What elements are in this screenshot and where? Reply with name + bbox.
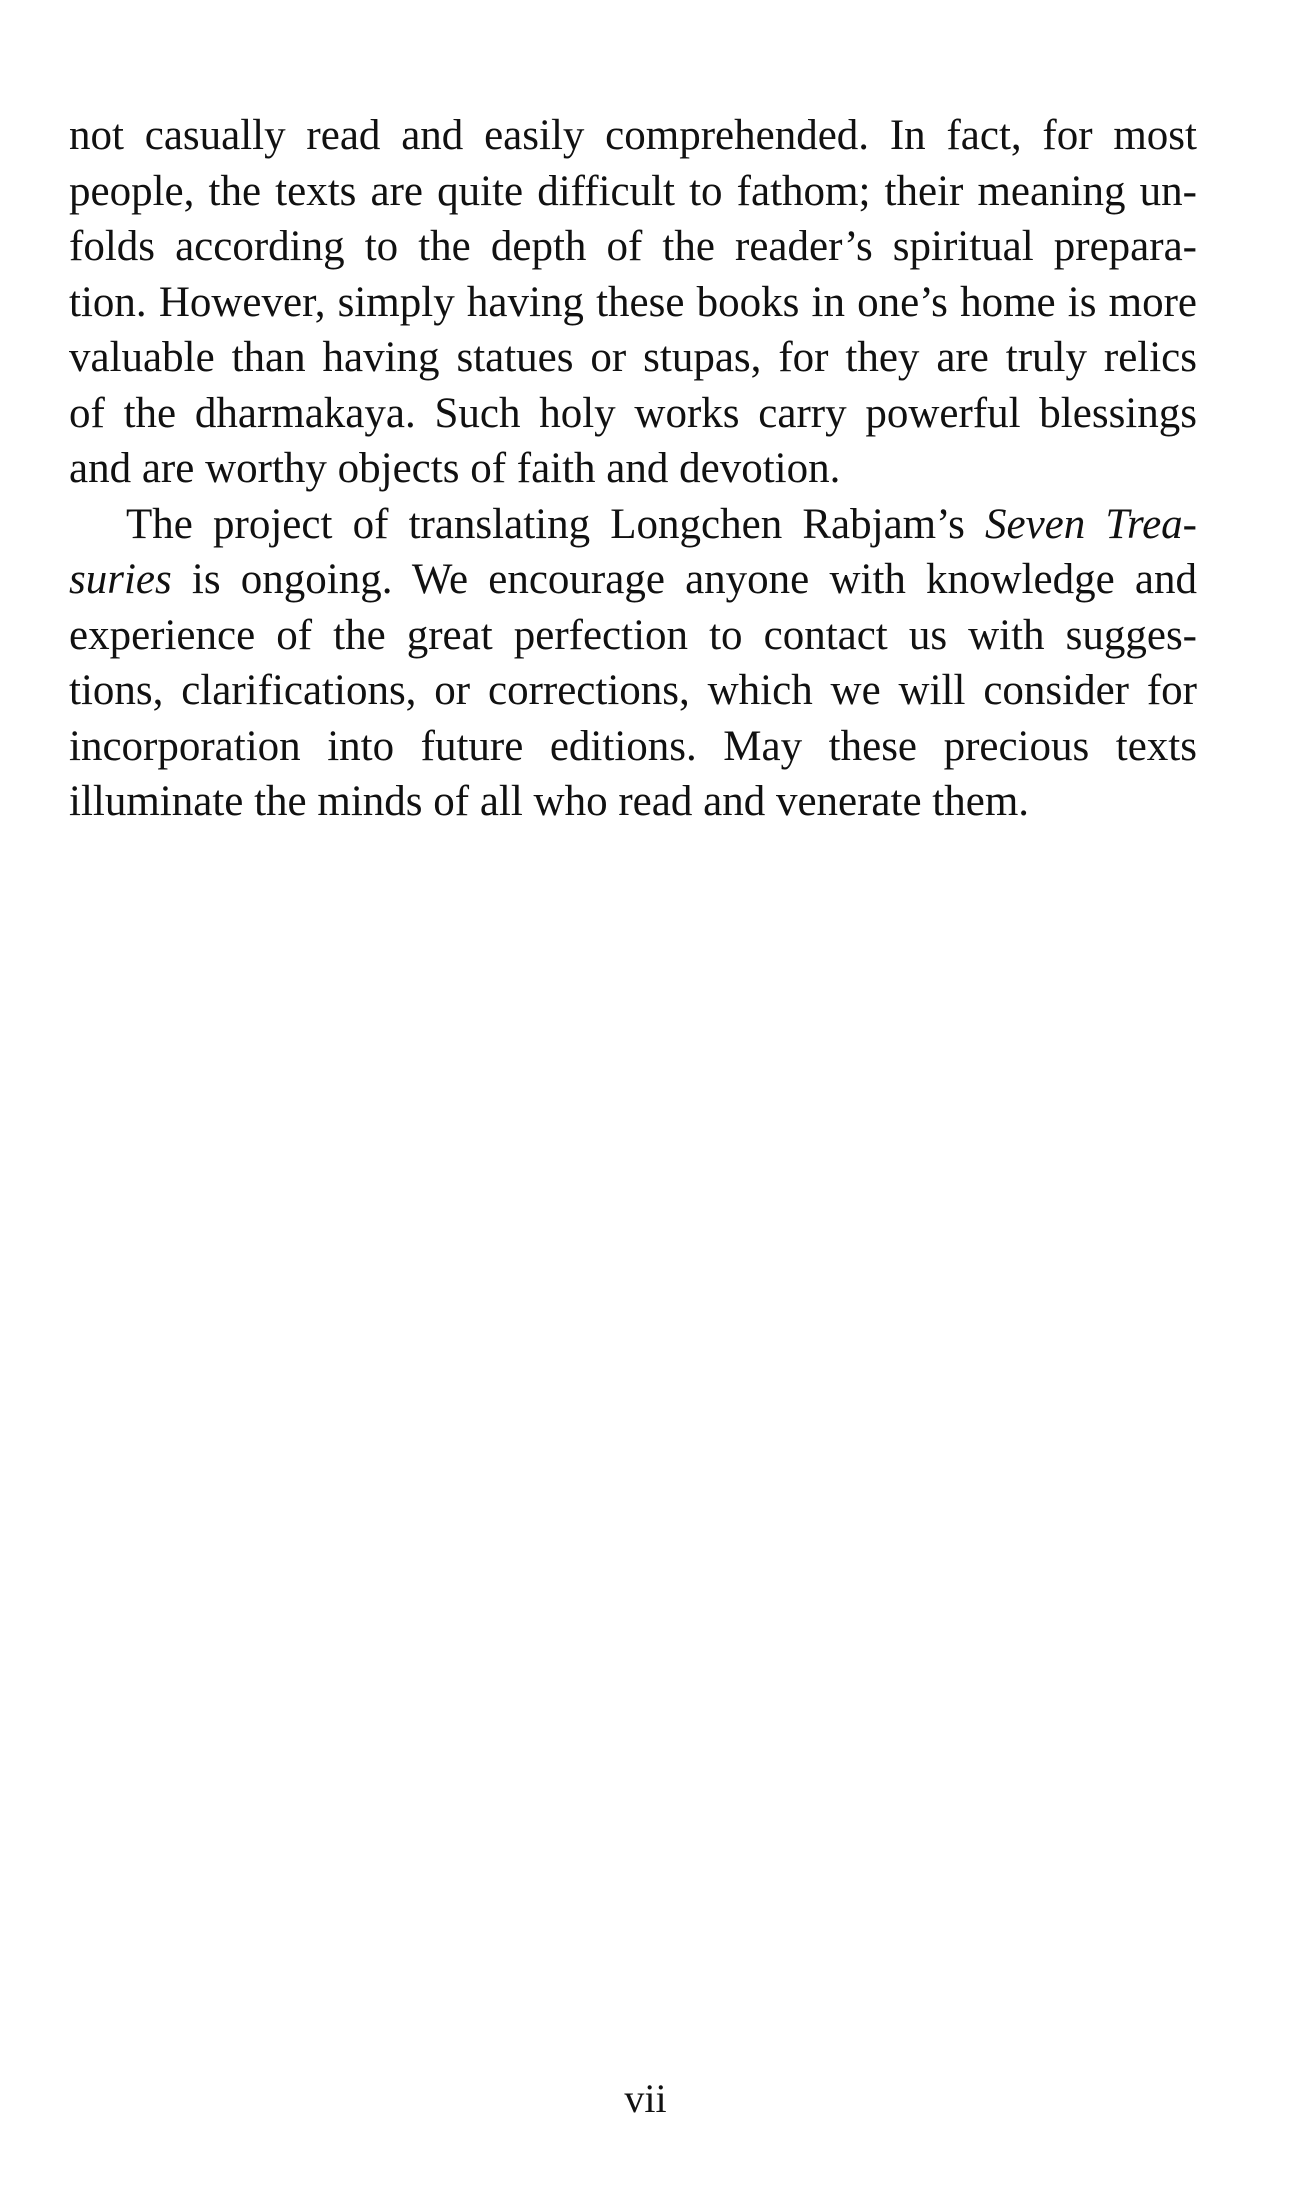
text-line — [69, 386, 1197, 442]
text-line — [69, 441, 1197, 497]
text-run: folds according to the depth of the reader’s spiritual prepara- — [69, 223, 1197, 270]
text-line — [69, 552, 1197, 608]
book-title-italic: Seven Trea- — [984, 500, 1197, 548]
text-run: illuminate the minds of all who read and venerate them. — [69, 778, 1030, 825]
paragraph-1 — [69, 108, 1197, 497]
text-line — [69, 164, 1197, 220]
text-line — [69, 719, 1197, 775]
text-run: experience of the great perfection to contact us with sugges- — [69, 611, 1197, 659]
text-line — [69, 275, 1197, 331]
text-run: and are worthy objects of faith and devotion. — [69, 445, 841, 492]
text-line — [69, 497, 1197, 553]
book-title-italic: suries — [69, 556, 172, 603]
text-run: of the dharmakaya. Such holy works carry powerful blessings — [69, 389, 1197, 437]
text-line — [69, 219, 1197, 275]
text-run: tions, clarifications, or corrections, which we will consider for — [69, 667, 1197, 714]
text-run: valuable than having statues or stupas, for they are truly relics — [69, 334, 1197, 381]
page-number: vii — [624, 2076, 667, 2121]
text-run: people, the texts are quite difficult to fathom; their meaning un- — [69, 167, 1197, 215]
text-line — [69, 608, 1197, 664]
text-run: is ongoing. We encourage anyone with knowledge and — [171, 556, 1197, 603]
text-run: The project of translating Longchen Rabjam’s — [126, 500, 985, 548]
body-text — [69, 108, 1197, 830]
text-run: incorporation into future editions. May these precious texts — [69, 722, 1197, 770]
text-line — [69, 774, 1197, 830]
text-line — [69, 663, 1197, 719]
text-run: not casually read and easily comprehended. In fact, for most — [69, 112, 1197, 159]
paragraph-2 — [69, 497, 1197, 830]
text-line — [69, 108, 1197, 164]
text-run: tion. However, simply having these books in one’s home is more — [69, 278, 1197, 326]
text-line — [69, 330, 1197, 386]
